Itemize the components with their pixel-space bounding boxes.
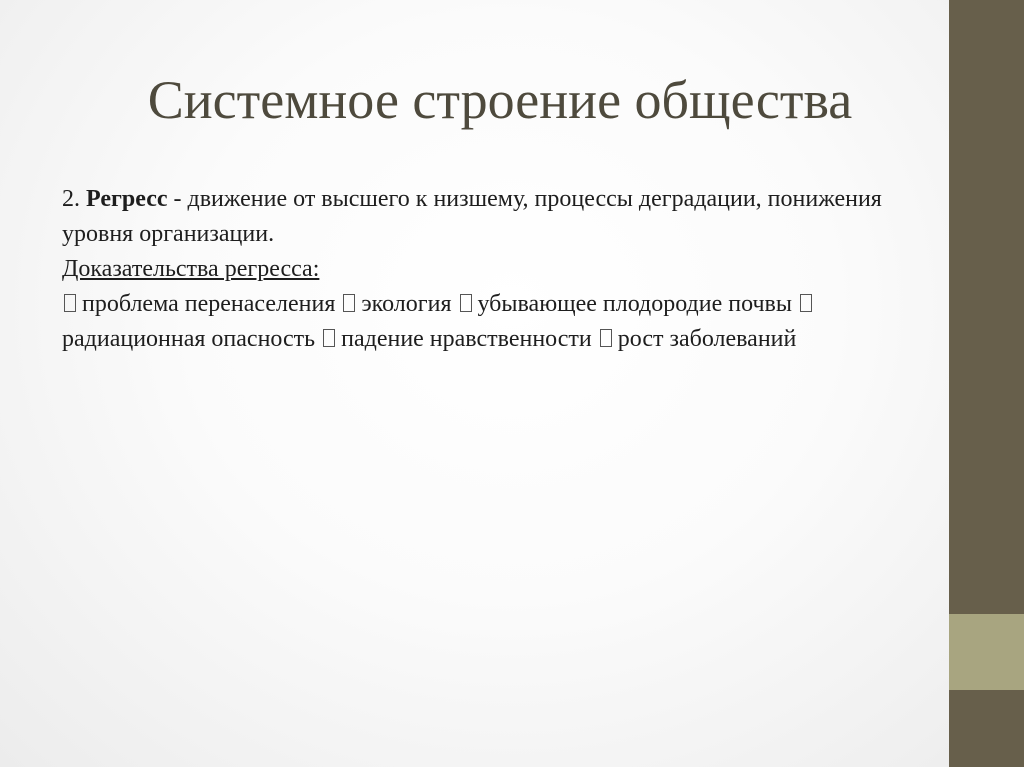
checkbox-bullet-icon [600,329,612,347]
evidence-item: проблема перенаселения [82,291,336,317]
evidence-list [62,287,942,357]
evidence-item: убывающее плодородие почвы [477,291,793,317]
checkbox-bullet-icon [460,294,472,312]
term-regress: Регресс [86,186,168,212]
paragraph-number: 2. [62,186,80,212]
evidence-item: экология [361,291,452,317]
checkbox-bullet-icon [323,329,335,347]
evidence-item: рост заболеваний [617,326,797,352]
checkbox-bullet-icon [64,294,76,312]
paragraph-regress-definition [62,182,942,252]
definition-text: - движение от высшего к низшему, процессы деградации, понижения уровня организации. [62,186,882,247]
checkbox-bullet-icon [800,294,812,312]
evidence-heading: Доказательства регресса: [62,256,320,282]
slide-title: Системное строение общества [147,70,853,130]
slide-content [62,182,942,357]
evidence-item: падение нравственности [341,326,592,352]
side-decoration-accent [949,614,1024,690]
evidence-item: радиационная опасность [62,326,316,352]
checkbox-bullet-icon [343,294,355,312]
